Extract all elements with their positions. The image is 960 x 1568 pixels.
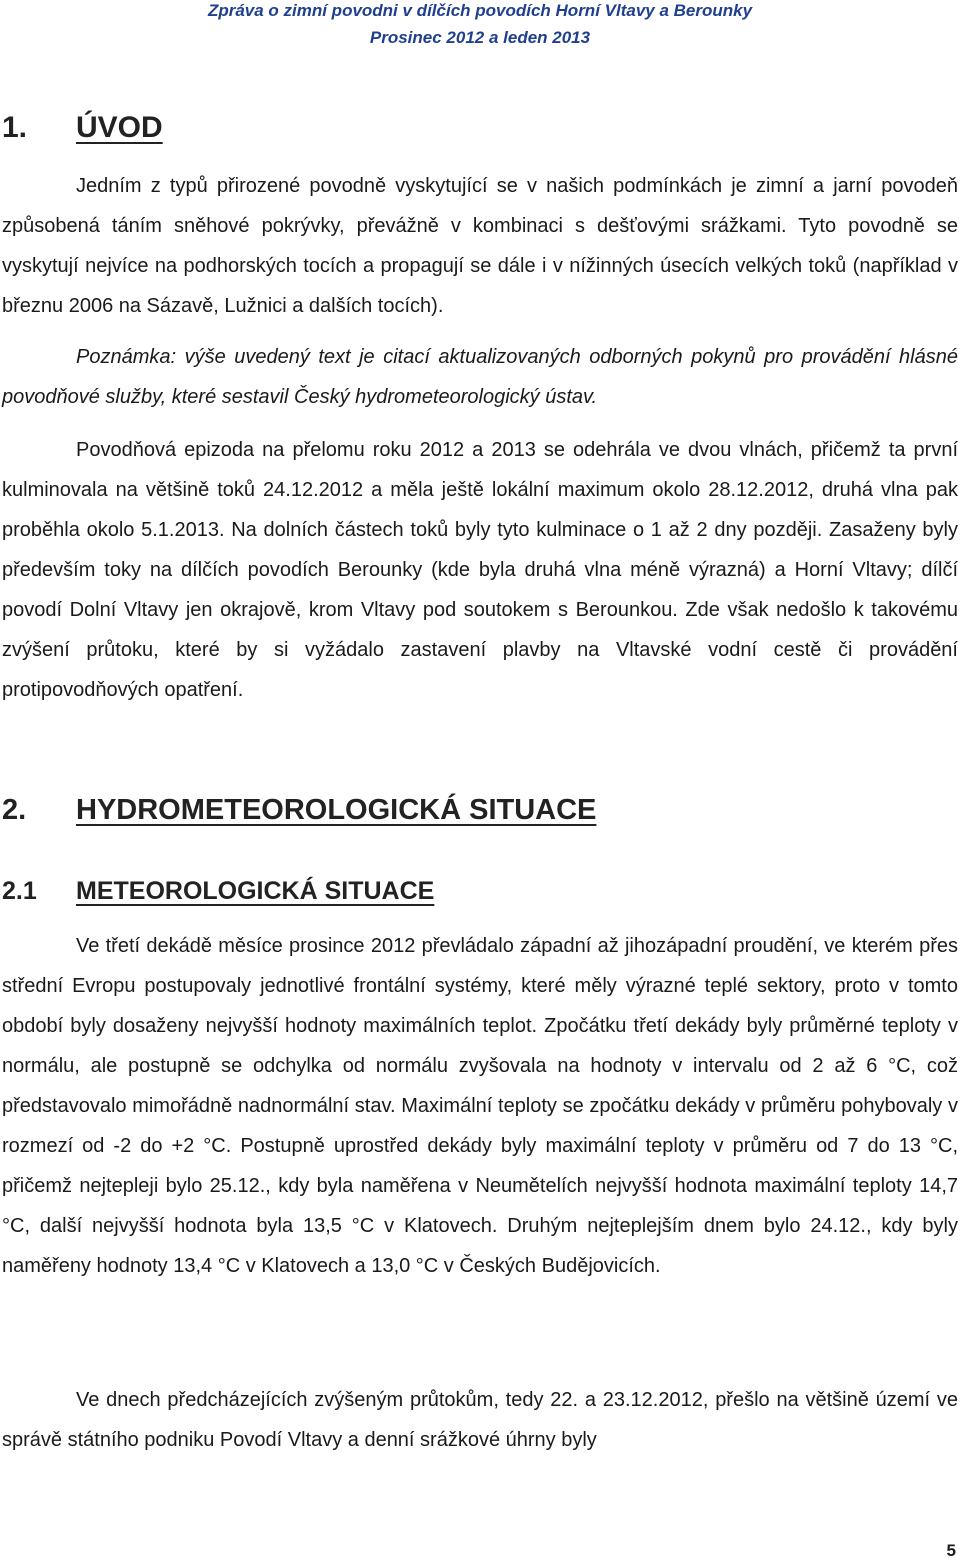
section-number: 2.1 <box>2 877 37 905</box>
section-title: ÚVOD <box>76 111 163 144</box>
section-number: 1. <box>2 111 28 144</box>
paragraph-note: Poznámka: výše uvedený text je citací aktualizovaných odborných pokynů pro provádění hlásné povodňové služby, které sestavil Český hydrometeorologický ústav. <box>2 346 958 408</box>
section-title: HYDROMETEOROLOGICKÁ SITUACE <box>76 794 597 826</box>
paragraph-flood-episode: Povodňová epizoda na přelomu roku 2012 a 2013 se odehrála ve dvou vlnách, přičemž ta první kulminovala na většině toků 24.12.2012 a měla ještě lokální maximum okolo 28.12.2012, druhá vlna pak proběhla okolo 5.1.2013. Na dolních částech toků byly tyto kulminace o 1 až 2 dny později. Zasaženy byly především toky na dílčích povodích Berounky (kde byla druhá vlna méně výrazná) a Horní Vltavy; dílčí povodí Dolní Vltavy jen okrajově, krom Vltavy pod soutokem s Berounkou. Zde však nedošlo k takovému zvýšení průtoku, které by si vyžádalo zastavení plavby na Vltavské vodní cestě či provádění protipovodňových opatření. <box>2 439 958 701</box>
section-number: 2. <box>2 794 27 826</box>
page-number: 5 <box>946 1541 956 1560</box>
header-title: Zpráva o zimní povodni v dílčích povodích Horní Vltavy a Berounky <box>207 1 753 20</box>
subsection-heading-meteo <box>2 873 435 909</box>
paragraph-precipitation: Ve dnech předcházejících zvýšeným průtokům, tedy 22. a 23.12.2012, přešlo na většině území ve správě státního podniku Povodí Vltavy a denní srážkové úhrny byly <box>2 1389 958 1451</box>
paragraph-temperatures: Ve třetí dekádě měsíce prosince 2012 převládalo západní až jihozápadní proudění, ve kterém přes střední Evropu postupovaly jednotlivé frontální systémy, které měly výrazné teplé sektory, proto v tomto období byly dosaženy nejvyšší hodnoty maximálních teplot. Zpočátku třetí dekády byly průměrné teploty v normálu, ale postupně se odchylka od normálu zvyšovala na hodnoty v intervalu od 2 až 6 °C, což představovalo mimořádně nadnormální stav. Maximální teploty se zpočátku dekády v průměru pohybovaly v rozmezí od -2 do +2 °C. Postupně uprostřed dekády byly maximální teploty v průměru od 7 do 13 °C, přičemž nejtepleji bylo 25.12., kdy byla naměřena v Neumětelích nejvyšší hodnota maximální teploty 14,7 °C, další nejvyšší hodnota byla 13,5 °C v Klatovech. Druhým nejteplejším dnem bylo 24.12., kdy byly naměřeny hodnoty 13,4 °C v Klatovech a 13,0 °C v Českých Budějovicích. <box>2 935 958 1277</box>
section-heading-hydrometeo <box>2 790 597 830</box>
section-heading-uvod <box>2 108 163 148</box>
header-subtitle: Prosinec 2012 a leden 2013 <box>369 28 591 47</box>
section-title: METEOROLOGICKÁ SITUACE <box>76 877 435 905</box>
paragraph-intro: Jedním z typů přirozené povodně vyskytující se v našich podmínkách je zimní a jarní povodeň způsobená táním sněhové pokrývky, převážně v kombinaci s dešťovými srážkami. Tyto povodně se vyskytují nejvíce na podhorských tocích a propagují se dále i v nížinných úsecích velkých toků (například v březnu 2006 na Sázavě, Lužnici a dalších tocích). <box>2 175 958 317</box>
